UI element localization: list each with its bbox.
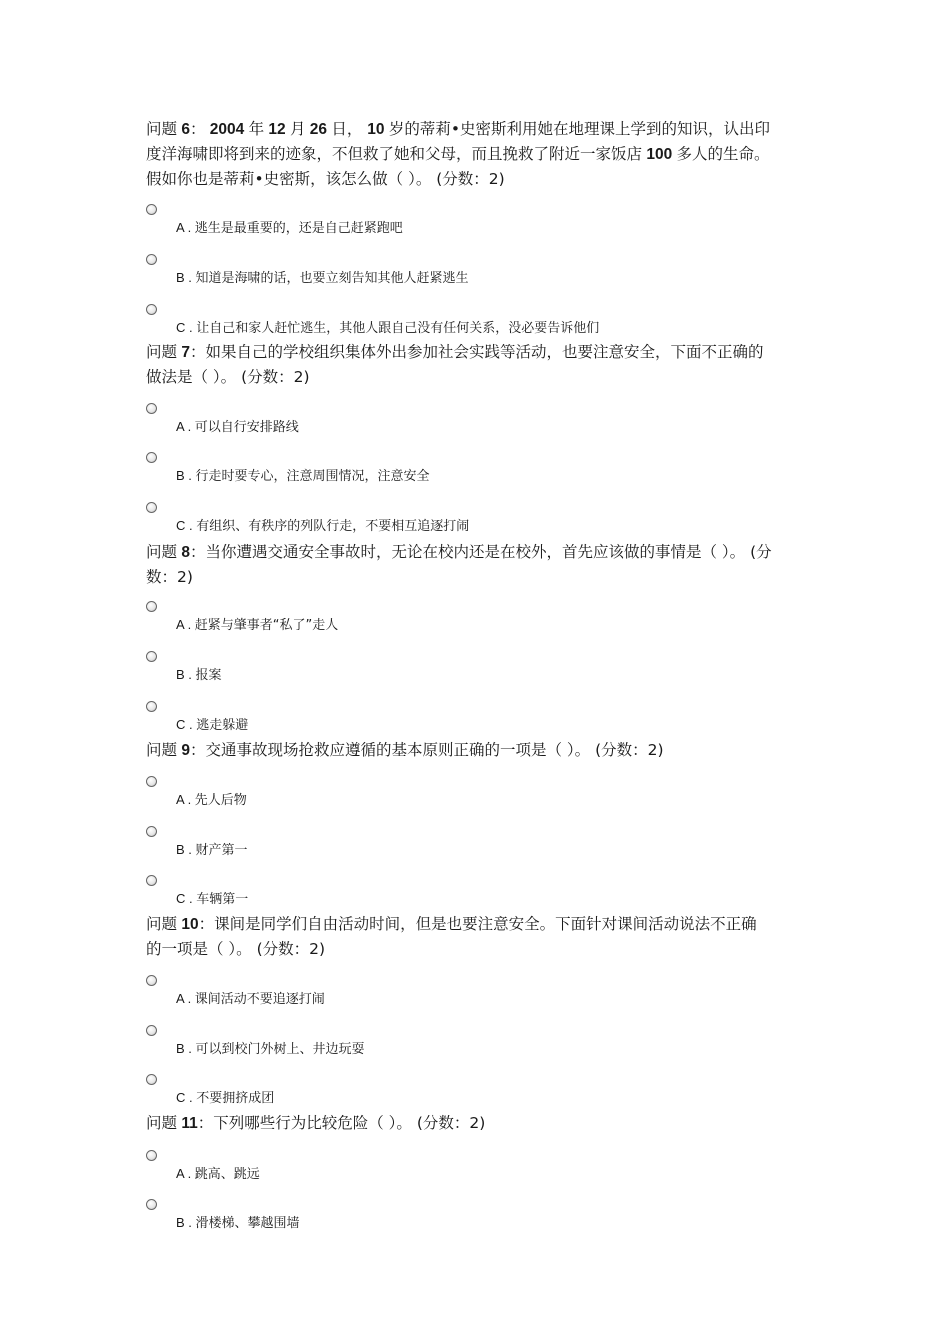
question-prefix: 问题 bbox=[146, 1114, 178, 1132]
question-text: 多人的生命。 bbox=[676, 145, 770, 163]
question-text: 的一项是（ ）。 (分数：2) bbox=[146, 940, 326, 958]
option-8-b[interactable] bbox=[146, 651, 796, 691]
option-7-a[interactable] bbox=[146, 403, 796, 443]
option-text: 让自己和家人赶忙逃生，其他人跟自己没有任何关系，没必要告诉他们 bbox=[196, 321, 600, 336]
option-8-a[interactable] bbox=[146, 601, 796, 641]
question-line bbox=[146, 912, 810, 937]
question-8 bbox=[146, 540, 810, 589]
radio-button[interactable] bbox=[146, 1074, 157, 1085]
option-6-c[interactable] bbox=[146, 304, 796, 344]
option-7-c[interactable] bbox=[146, 502, 796, 542]
option-letter: B . bbox=[176, 1215, 196, 1230]
question-number-text: 2004 bbox=[205, 121, 249, 138]
question-number: 9 bbox=[177, 742, 190, 759]
question-separator: ： bbox=[197, 1114, 214, 1132]
option-text: 车辆第一 bbox=[196, 892, 249, 907]
question-10 bbox=[146, 912, 810, 961]
question-text: 假如你也是蒂莉•史密斯，该怎么做（ ）。 (分数：2) bbox=[146, 170, 505, 188]
option-letter: C . bbox=[176, 320, 197, 335]
question-prefix: 问题 bbox=[146, 543, 178, 561]
option-letter: A . bbox=[176, 617, 195, 632]
question-9 bbox=[146, 738, 810, 763]
option-10-a[interactable] bbox=[146, 975, 796, 1015]
radio-button[interactable] bbox=[146, 304, 157, 315]
option-label bbox=[176, 791, 247, 810]
question-line bbox=[146, 738, 810, 763]
option-label bbox=[176, 319, 599, 338]
question-text: 下列哪些行为比较危险（ ）。 (分数：2) bbox=[213, 1114, 486, 1132]
radio-button[interactable] bbox=[146, 1150, 157, 1161]
option-label bbox=[176, 716, 248, 735]
option-11-b[interactable] bbox=[146, 1199, 796, 1239]
radio-button[interactable] bbox=[146, 975, 157, 986]
option-label bbox=[176, 841, 248, 860]
question-prefix: 问题 bbox=[146, 120, 178, 138]
option-10-b[interactable] bbox=[146, 1025, 796, 1065]
radio-button[interactable] bbox=[146, 651, 157, 662]
question-text: 课间是同学们自由活动时间，但是也要注意安全。下面针对课间活动说法不正确 bbox=[214, 915, 757, 933]
option-text: 滑楼梯、攀越围墙 bbox=[195, 1216, 300, 1231]
option-text: 有组织、有秩序的列队行走，不要相互追逐打闹 bbox=[196, 519, 470, 534]
option-letter: A . bbox=[176, 220, 195, 235]
option-11-a[interactable] bbox=[146, 1150, 796, 1190]
option-text: 逃走躲避 bbox=[196, 718, 249, 733]
question-text: 做法是（ ）。 (分数：2) bbox=[146, 368, 310, 386]
option-label bbox=[176, 517, 469, 536]
question-line bbox=[146, 340, 810, 365]
option-label bbox=[176, 1089, 274, 1108]
option-text: 课间活动不要追逐打闹 bbox=[194, 992, 325, 1007]
question-text: 如果自己的学校组织集体外出参加社会实践等活动，也要注意安全，下面不正确的 bbox=[205, 343, 764, 361]
question-text: 日， bbox=[331, 120, 368, 138]
question-prefix: 问题 bbox=[146, 343, 178, 361]
radio-button[interactable] bbox=[146, 701, 157, 712]
question-line bbox=[146, 540, 810, 565]
radio-button[interactable] bbox=[146, 776, 157, 787]
question-separator: ： bbox=[189, 741, 206, 759]
option-letter: A . bbox=[176, 991, 195, 1006]
option-text: 不要拥挤成团 bbox=[196, 1091, 275, 1106]
option-label bbox=[176, 1040, 365, 1059]
option-text: 跳高、跳远 bbox=[194, 1167, 260, 1182]
radio-button[interactable] bbox=[146, 502, 157, 513]
question-text: 度洋海啸即将到来的迹象，不但救了她和父母，而且挽救了附近一家饭店 bbox=[146, 145, 643, 163]
question-text: 数：2) bbox=[146, 568, 193, 586]
option-label bbox=[176, 269, 469, 288]
question-number-text: 26 bbox=[305, 121, 332, 138]
option-9-c[interactable] bbox=[146, 875, 796, 915]
question-separator: ： bbox=[189, 120, 206, 138]
option-letter: B . bbox=[176, 667, 196, 682]
question-text: 交通事故现场抢救应遵循的基本原则正确的一项是（ ）。 (分数：2) bbox=[205, 741, 664, 759]
option-letter: B . bbox=[176, 270, 196, 285]
question-number: 10 bbox=[177, 916, 199, 933]
option-text: 报案 bbox=[195, 668, 222, 683]
question-text: 岁的蒂莉•史密斯利用她在地理课上学到的知识，认出印 bbox=[388, 120, 770, 138]
question-text: 年 bbox=[248, 120, 265, 138]
question-text: 月 bbox=[289, 120, 306, 138]
question-line bbox=[146, 117, 810, 142]
option-label bbox=[176, 418, 299, 437]
question-number-text: 10 bbox=[367, 121, 389, 138]
option-letter: C . bbox=[176, 518, 197, 533]
option-label bbox=[176, 219, 403, 238]
question-number: 6 bbox=[177, 121, 190, 138]
option-label bbox=[176, 666, 222, 685]
question-prefix: 问题 bbox=[146, 915, 178, 933]
question-number-text: 12 bbox=[264, 121, 290, 138]
option-letter: C . bbox=[176, 717, 197, 732]
option-label bbox=[176, 1165, 260, 1184]
option-label bbox=[176, 1214, 300, 1233]
option-label bbox=[176, 990, 325, 1009]
question-line bbox=[146, 142, 810, 167]
option-6-a[interactable] bbox=[146, 204, 796, 244]
option-label bbox=[176, 890, 248, 909]
option-text: 财产第一 bbox=[195, 843, 248, 858]
option-label bbox=[176, 467, 430, 486]
question-6 bbox=[146, 117, 810, 191]
option-letter: B . bbox=[176, 842, 196, 857]
option-letter: A . bbox=[176, 792, 195, 807]
option-10-c[interactable] bbox=[146, 1074, 796, 1114]
option-letter: A . bbox=[176, 419, 195, 434]
option-text: 赶紧与肇事者“私了”走人 bbox=[194, 618, 339, 633]
question-line bbox=[146, 565, 810, 589]
question-separator: ： bbox=[189, 543, 206, 561]
question-prefix: 问题 bbox=[146, 741, 178, 759]
option-text: 行走时要专心，注意周围情况，注意安全 bbox=[195, 469, 430, 484]
option-8-c[interactable] bbox=[146, 701, 796, 741]
option-text: 知道是海啸的话，也要立刻告知其他人赶紧逃生 bbox=[195, 271, 469, 286]
option-letter: B . bbox=[176, 1041, 196, 1056]
radio-button[interactable] bbox=[146, 875, 157, 886]
question-number: 8 bbox=[177, 544, 190, 561]
question-separator: ： bbox=[189, 343, 206, 361]
radio-button[interactable] bbox=[146, 204, 157, 215]
option-text: 先人后物 bbox=[194, 793, 247, 808]
option-letter: B . bbox=[176, 468, 196, 483]
question-text: 当你遭遇交通安全事故时，无论在校内还是在校外，首先应该做的事情是（ ）。 (分 bbox=[205, 543, 772, 561]
radio-button[interactable] bbox=[146, 403, 157, 414]
question-line bbox=[146, 937, 810, 961]
question-line bbox=[146, 167, 810, 191]
radio-button[interactable] bbox=[146, 452, 157, 463]
option-9-b[interactable] bbox=[146, 826, 796, 866]
option-letter: A . bbox=[176, 1166, 195, 1181]
option-6-b[interactable] bbox=[146, 254, 796, 294]
question-number-text: 100 bbox=[642, 146, 677, 163]
question-11 bbox=[146, 1111, 810, 1136]
question-line bbox=[146, 365, 810, 389]
radio-button[interactable] bbox=[146, 826, 157, 837]
option-text: 逃生是最重要的，还是自己赶紧跑吧 bbox=[194, 221, 403, 236]
radio-button[interactable] bbox=[146, 254, 157, 265]
radio-button[interactable] bbox=[146, 1199, 157, 1210]
option-label bbox=[176, 616, 338, 635]
option-letter: C . bbox=[176, 891, 197, 906]
question-line bbox=[146, 1111, 810, 1136]
question-separator: ： bbox=[198, 915, 215, 933]
question-number: 11 bbox=[177, 1115, 198, 1132]
question-7 bbox=[146, 340, 810, 389]
radio-button[interactable] bbox=[146, 1025, 157, 1036]
option-text: 可以到校门外树上、井边玩耍 bbox=[195, 1042, 365, 1057]
option-text: 可以自行安排路线 bbox=[194, 420, 299, 435]
option-9-a[interactable] bbox=[146, 776, 796, 816]
question-number: 7 bbox=[177, 344, 190, 361]
option-letter: C . bbox=[176, 1090, 197, 1105]
option-7-b[interactable] bbox=[146, 452, 796, 492]
radio-button[interactable] bbox=[146, 601, 157, 612]
